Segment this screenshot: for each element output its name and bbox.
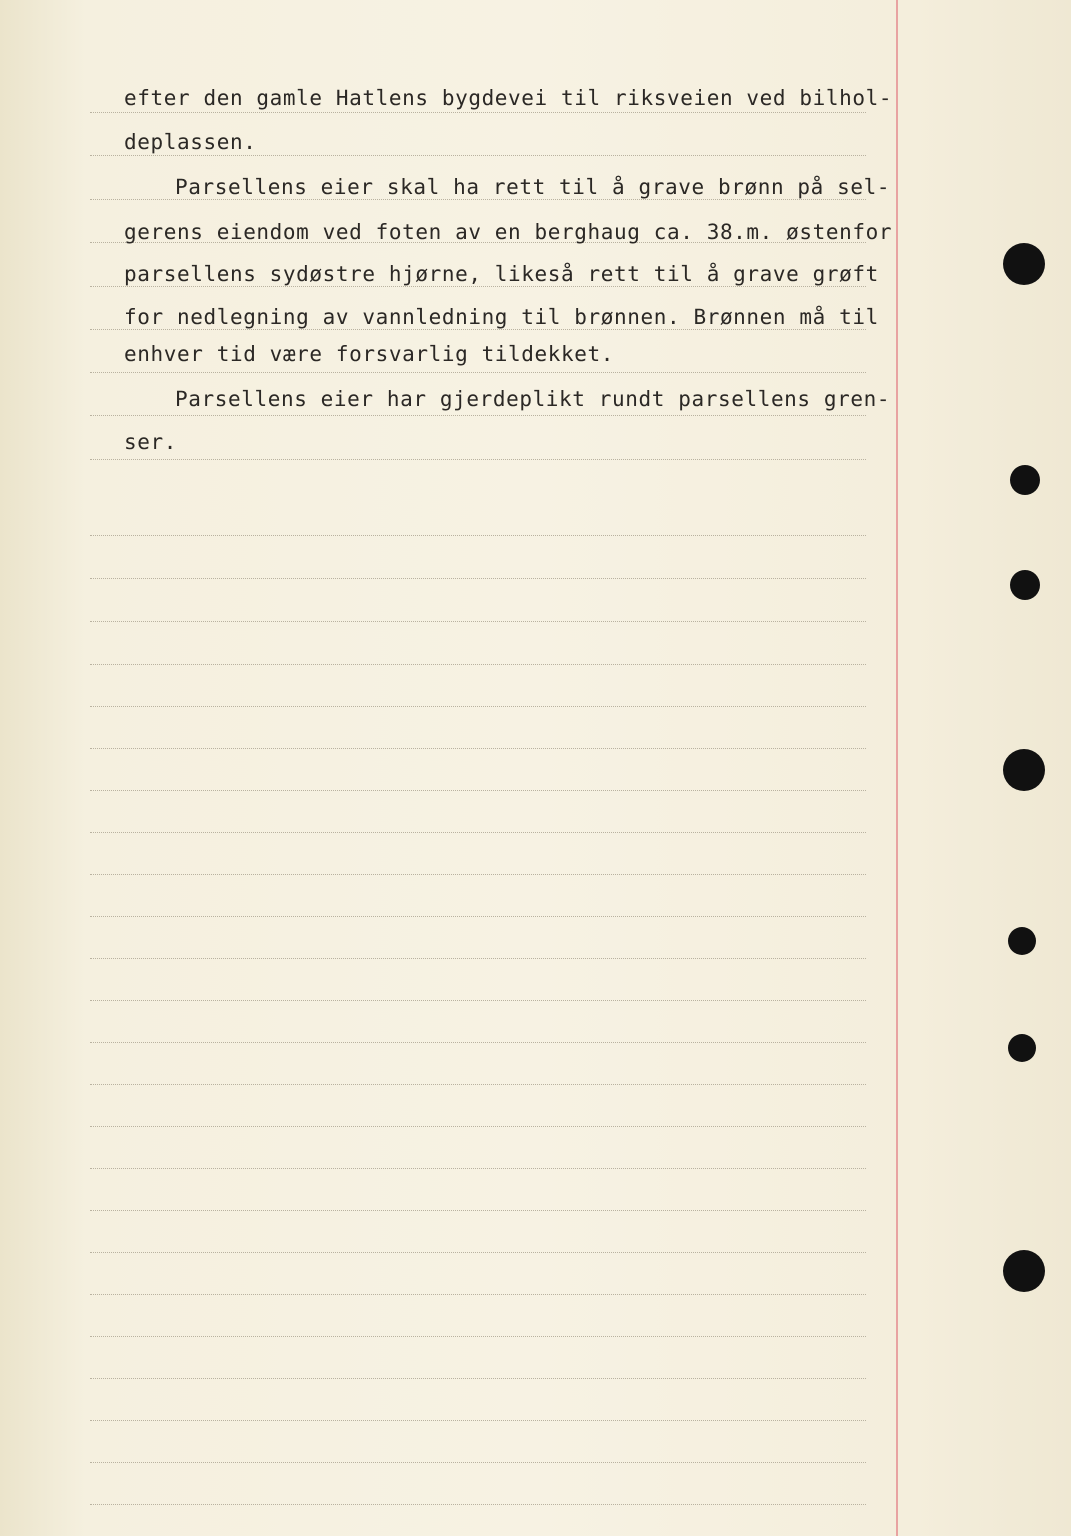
ruled-line (90, 958, 866, 959)
text-line-3: Parsellens eier skal ha rett til å grave brønn på sel- (175, 175, 891, 199)
red-margin-line (896, 0, 898, 1536)
ruled-line (90, 199, 866, 200)
ruled-line (90, 1336, 866, 1337)
ruled-line (90, 1126, 866, 1127)
ruled-line (90, 1462, 866, 1463)
text-line-6: for nedlegning av vannledning til brønnen. Brønnen må til (124, 305, 879, 329)
ruled-line (90, 1210, 866, 1211)
ruled-line (90, 664, 866, 665)
ruled-line (90, 832, 866, 833)
ruled-line (90, 916, 866, 917)
punch-hole (1003, 1250, 1045, 1292)
ruled-line (90, 1168, 866, 1169)
ruled-line (90, 286, 866, 287)
ruled-line (90, 1378, 866, 1379)
ruled-line (90, 790, 866, 791)
ruled-line (90, 415, 866, 416)
ruled-line (90, 1504, 866, 1505)
ruled-line (90, 578, 866, 579)
ruled-line (90, 1294, 866, 1295)
text-line-5: parsellens sydøstre hjørne, likeså rett til å grave grøft (124, 262, 879, 286)
ruled-line (90, 459, 866, 460)
text-line-8: Parsellens eier har gjerdeplikt rundt parsellens gren- (175, 387, 891, 411)
ruled-line (90, 748, 866, 749)
ruled-line (90, 1420, 866, 1421)
ruled-line (90, 329, 866, 330)
punch-hole (1010, 465, 1040, 495)
text-line-7: enhver tid være forsvarlig tildekket. (124, 342, 614, 366)
ruled-line (90, 621, 866, 622)
ruled-line (90, 112, 866, 113)
punch-hole (1008, 1034, 1036, 1062)
ruled-line (90, 1252, 866, 1253)
ruled-line (90, 155, 866, 156)
punch-hole (1003, 243, 1045, 285)
ruled-line (90, 706, 866, 707)
ruled-line (90, 535, 866, 536)
punch-hole (1010, 570, 1040, 600)
ruled-line (90, 1000, 866, 1001)
text-line-2: deplassen. (124, 130, 257, 154)
text-line-4: gerens eiendom ved foten av en berghaug ca. 38.m. østenfor (124, 220, 893, 244)
ruled-line (90, 874, 866, 875)
punch-hole (1003, 749, 1045, 791)
ruled-line (90, 1084, 866, 1085)
punch-hole (1008, 927, 1036, 955)
text-line-1: efter den gamle Hatlens bygdevei til riksveien ved bilhol- (124, 86, 893, 110)
ruled-line (90, 1042, 866, 1043)
ruled-line (90, 372, 866, 373)
text-line-9: ser. (124, 430, 177, 454)
